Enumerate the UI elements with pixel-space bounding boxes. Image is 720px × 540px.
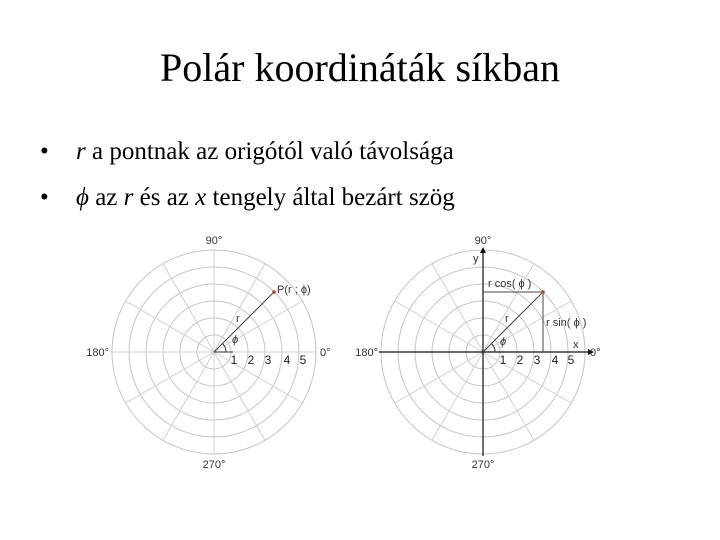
polar-spoke	[163, 352, 214, 440]
angle-label-0: 0°	[320, 347, 331, 359]
bullet-text: a pontnak az origótól való távolsága	[85, 138, 454, 165]
bullet-marker: •	[40, 184, 49, 211]
radial-tick-label: 5	[299, 353, 307, 367]
bullet-text: r	[123, 184, 134, 211]
angle-label-270: 270°	[471, 459, 495, 471]
polar-spoke	[126, 301, 214, 352]
polar-spoke	[126, 352, 214, 403]
angle-label-180: 180°	[355, 347, 378, 359]
angle-label-0: 0°	[590, 347, 601, 359]
polar-spoke	[483, 264, 534, 352]
angle-arc	[223, 344, 227, 353]
bullet-text: tengely által bezárt szög	[206, 184, 455, 211]
radial-tick-label: 1	[230, 353, 238, 367]
bullet-text: ϕ	[76, 184, 89, 211]
angle-label-90: 90°	[474, 235, 492, 247]
slide-title: Polár koordináták síkban	[160, 45, 560, 90]
angle-label-90: 90°	[205, 235, 223, 247]
radial-tick-label: 4	[551, 353, 559, 367]
angle-arc	[492, 344, 496, 353]
radial-tick-label: 3	[533, 353, 541, 367]
polar-spoke	[395, 301, 483, 352]
bullet-text: az	[88, 184, 124, 211]
polar-spoke	[214, 264, 265, 352]
angle-symbol: ϕ	[232, 334, 239, 346]
bullet-text: és az	[133, 184, 196, 211]
bullet-text: x	[195, 184, 207, 211]
polar-spoke	[432, 264, 483, 352]
radius-label: r	[236, 313, 240, 325]
angle-label-180: 180°	[86, 347, 109, 359]
polar-spoke	[432, 352, 483, 440]
bullet-text: r	[76, 138, 86, 165]
radial-tick-label: 4	[283, 353, 291, 367]
polar-spoke	[483, 352, 534, 440]
cos-label: r cos( ϕ )	[488, 278, 532, 290]
radial-tick-label: 1	[499, 353, 507, 367]
point-marker	[541, 290, 545, 294]
polar-spoke	[163, 264, 214, 352]
right-polar-diagram	[355, 235, 600, 471]
radial-tick-label: 3	[264, 353, 272, 367]
point-marker	[272, 290, 276, 294]
angle-symbol: ϕ	[500, 336, 507, 348]
x-axis-label: x	[573, 339, 579, 351]
radial-tick-label: 5	[567, 353, 575, 367]
bullet-marker: •	[40, 138, 49, 165]
radial-tick-label: 2	[247, 353, 255, 367]
polar-spoke	[214, 301, 302, 352]
point-label: P(r ; ϕ)	[277, 284, 311, 296]
left-polar-diagram	[86, 235, 330, 471]
angle-label-270: 270°	[202, 459, 226, 471]
radius-label: r	[505, 313, 509, 325]
radial-tick-label: 2	[516, 353, 524, 367]
polar-spoke	[214, 352, 265, 440]
sin-label: r sin( ϕ )	[546, 317, 587, 329]
y-axis-label: y	[473, 253, 479, 265]
polar-spoke	[395, 352, 483, 403]
